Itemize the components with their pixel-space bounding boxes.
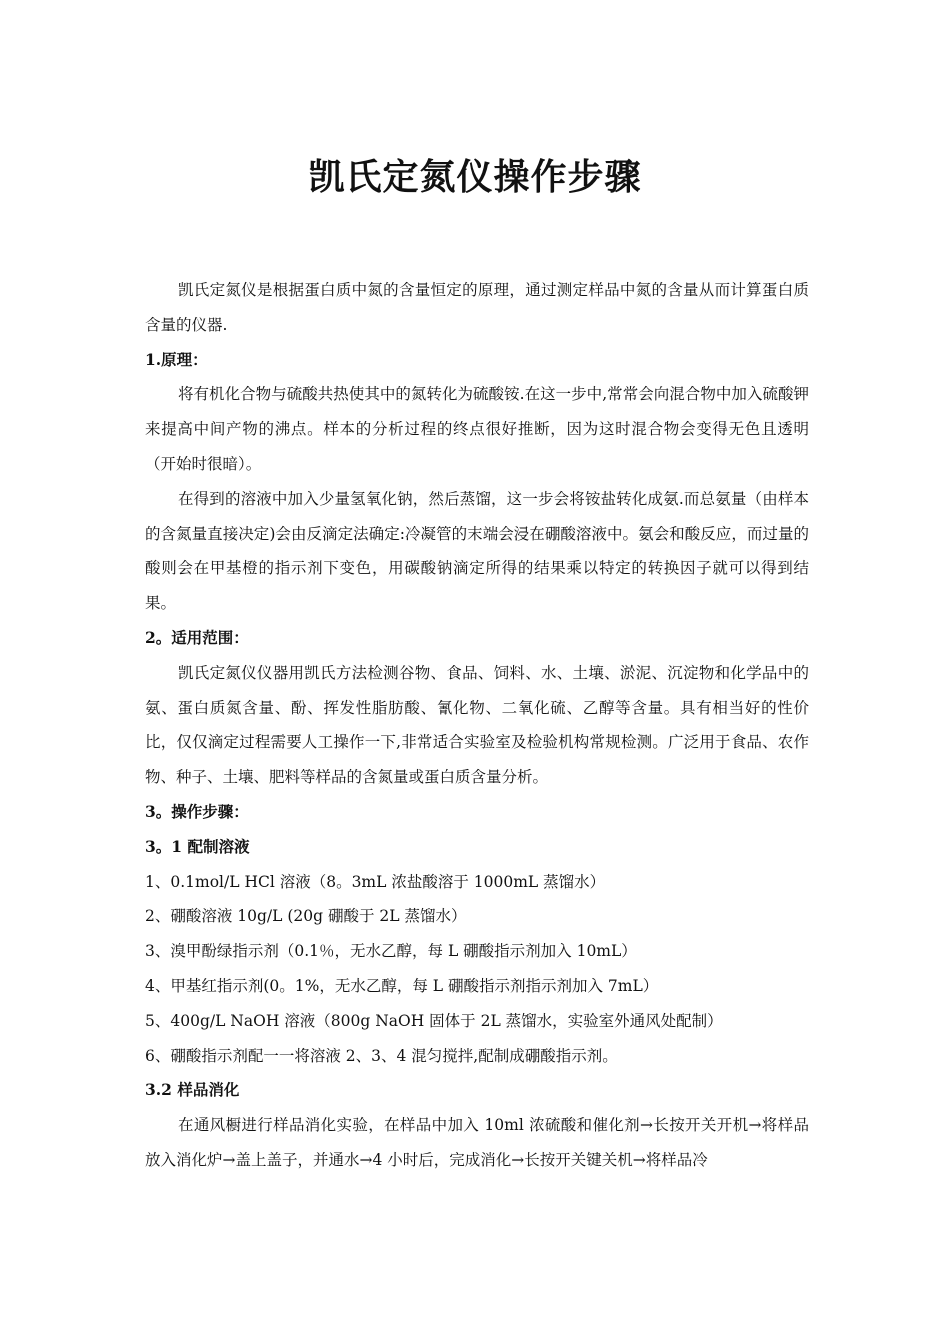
- subsection-heading-digestion: 3.2 样品消化: [145, 1080, 240, 1100]
- digestion-paragraph: 在通风橱进行样品消化实验，在样品中加入 10ml 浓硫酸和催化剂→长按开关开机→将样品放入消化炉→盖上盖子，并通水→4 小时后，完成消化→长按开关键关机→将样品冷: [145, 1116, 809, 1169]
- document-title: 凯氏定氮仪操作步骤: [308, 157, 642, 198]
- solution-item: 2、硼酸溶液 10g/L (20g 硼酸于 2L 蒸馏水）: [145, 907, 467, 926]
- subsection-heading-solutions: 3。1 配制溶液: [145, 836, 250, 856]
- intro-paragraph: 凯氏定氮仪是根据蛋白质中氮的含量恒定的原理，通过测定样品中氮的含量从而计算蛋白质含量的仪器.: [145, 281, 809, 334]
- document-body: [145, 273, 809, 1178]
- solution-item: 1、0.1mol/L HCl 溶液（8。3mL 浓盐酸溶于 1000mL 蒸馏水）: [145, 872, 606, 891]
- solution-item: 3、溴甲酚绿指示剂（0.1％，无水乙醇，每 L 硼酸指示剂加入 10mL）: [145, 942, 637, 961]
- solution-item: 4、甲基红指示剂(0。1%，无水乙醇，每 L 硼酸指示剂指示剂加入 7mL）: [145, 976, 659, 995]
- section-heading-scope: 2。适用范围：: [145, 627, 249, 647]
- solution-item: 5、400g/L NaOH 溶液（800g NaOH 固体于 2L 蒸馏水，实验室外通风处配制）: [145, 1011, 723, 1030]
- scope-paragraph: 凯氏定氮仪仪器用凯氏方法检测谷物、食品、饲料、水、土壤、淤泥、沉淀物和化学品中的氨、蛋白质氮含量、酚、挥发性脂肪酸、氰化物、二氧化硫、乙醇等含量。具有相当好的性价比，仅仅滴定过程需要人工操作一下,非常适合实验室及检验机构常规检测。广泛用于食品、农作物、种子、土壤、肥料等样品的含氮量或蛋白质含量分析。: [145, 663, 809, 787]
- principle-paragraph-1: 将有机化合物与硫酸共热使其中的氮转化为硫酸铵.在这一步中,常常会向混合物中加入硫酸钾来提高中间产物的沸点。样本的分析过程的终点很好推断，因为这时混合物会变得无色且透明（开始时很暗）。: [145, 385, 809, 473]
- section-heading-procedure: 3。操作步骤：: [145, 801, 249, 821]
- principle-paragraph-2: 在得到的溶液中加入少量氢氧化钠，然后蒸馏，这一步会将铵盐转化成氨.而总氨量（由样本的含氮量直接决定)会由反滴定法确定:冷凝管的末端会浸在硼酸溶液中。氨会和酸反应，而过量的酸则会在甲基橙的指示剂下变色，用碳酸钠滴定所得的结果乘以特定的转换因子就可以得到结果。: [145, 489, 809, 613]
- section-heading-principle: 1.原理：: [145, 349, 208, 369]
- solution-item: 6、硼酸指示剂配一一将溶液 2、3、4 混匀搅拌,配制成硼酸指示剂。: [145, 1046, 618, 1065]
